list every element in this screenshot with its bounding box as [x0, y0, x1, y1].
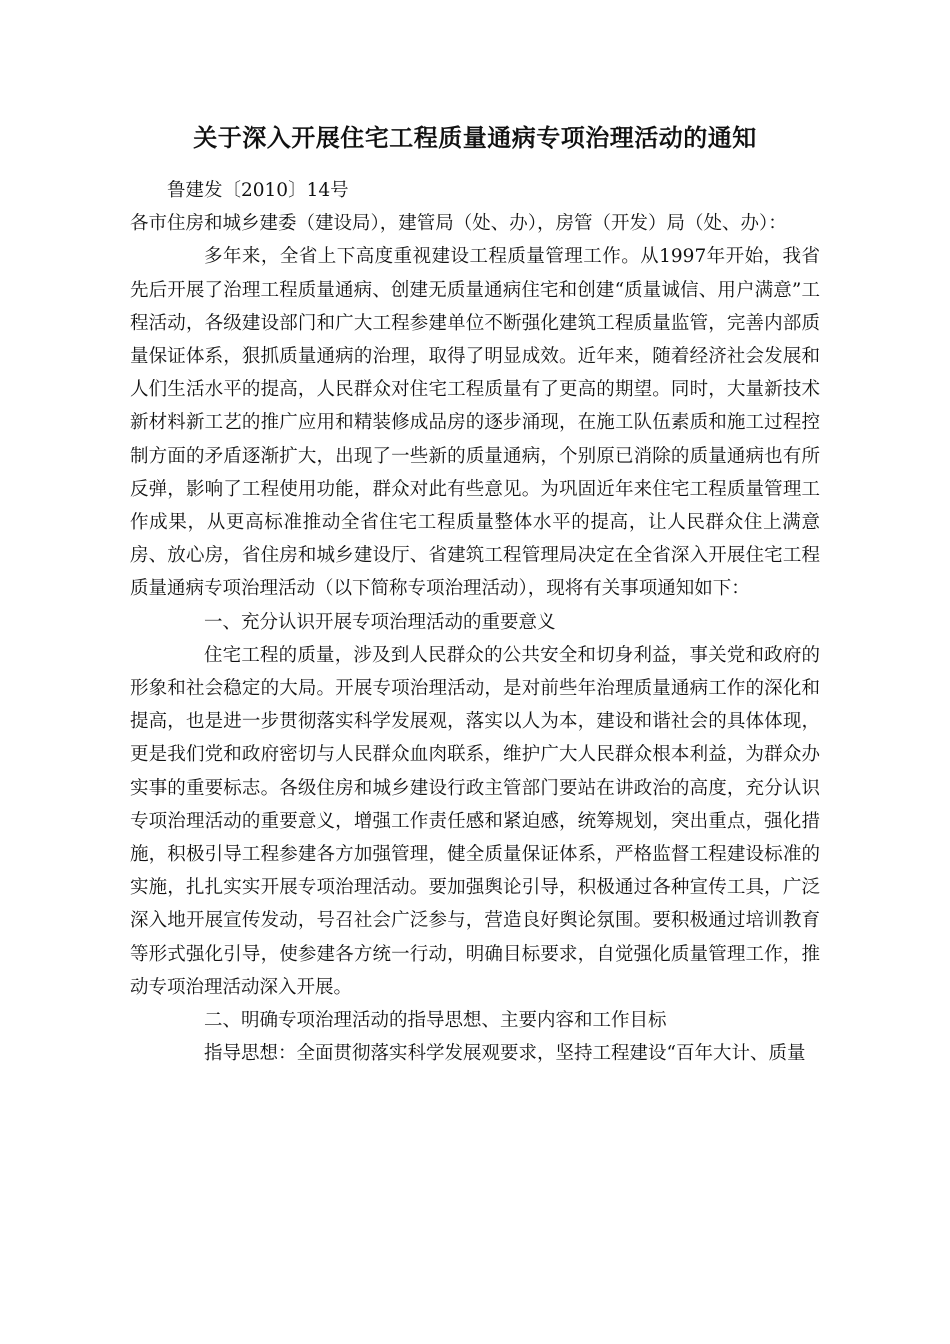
document-body [130, 174, 820, 1070]
section-heading-2: 二、明确专项治理活动的指导思想、主要内容和工作目标 [204, 1010, 667, 1032]
section-heading-1: 一、充分认识开展专项治理活动的重要意义 [204, 611, 556, 633]
paragraph-guiding-thought: 指导思想：全面贯彻落实科学发展观要求，坚持工程建设“百年大计、质量 [204, 1043, 806, 1065]
document-number: 鲁建发〔2010〕14号 [167, 180, 349, 201]
addressee-line: 各市住房和城乡建委（建设局），建管局（处、办），房管（开发）局（处、办）： [130, 213, 787, 235]
paragraph-section-1: 住宅工程的质量，涉及到人民群众的公共安全和切身利益，事关党和政府的形象和社会稳定的大局。开展专项治理活动，是对前些年治理质量通病工作的深化和提高，也是进一步贯彻落实科学发展观，落实以人为本，建设和谐社会的具体体现，更是我们党和政府密切与人民群众血肉联系，维护广大人民群众根本利益，为群众办实事的重要标志。各级住房和城乡建设行政主管部门要站在讲政治的高度，充分认识专项治理活动的重要意义，增强工作责任感和紧迫感，统筹规划，突出重点，强化措施，积极引导工程参建各方加强管理，健全质量保证体系，严格监督工程建设标准的实施，扎扎实实开展专项治理活动。要加强舆论引导，积极通过各种宣传工具，广泛深入地开展宣传发动，号召社会广泛参与，营造良好舆论氛围。要积极通过培训教育等形式强化引导，使参建各方统一行动，明确目标要求，自觉强化质量管理工作，推动专项治理活动深入开展。 [130, 644, 820, 998]
document-title: 关于深入开展住宅工程质量通病专项治理活动的通知 [193, 124, 757, 152]
paragraph-intro: 多年来，全省上下高度重视建设工程质量管理工作。从1997年开始，我省先后开展了治理工程质量通病、创建无质量通病住宅和创建“质量诚信、用户满意”工程活动，各级建设部门和广大工程参建单位不断强化建筑工程质量监管，完善内部质量保证体系，狠抓质量通病的治理，取得了明显成效。近年来，随着经济社会发展和人们生活水平的提高，人民群众对住宅工程质量有了更高的期望。同时，大量新技术新材料新工艺的推广应用和精装修成品房的逐步涌现，在施工队伍素质和施工过程控制方面的矛盾逐渐扩大，出现了一些新的质量通病，个别原已消除的质量通病也有所反弹，影响了工程使用功能，群众对此有些意见。为巩固近年来住宅工程质量管理工作成果，从更高标准推动全省住宅工程质量整体水平的提高，让人民群众住上满意房、放心房，省住房和城乡建设厅、省建筑工程管理局决定在全省深入开展住宅工程质量通病专项治理活动（以下简称专项治理活动），现将有关事项通知如下： [130, 246, 820, 600]
